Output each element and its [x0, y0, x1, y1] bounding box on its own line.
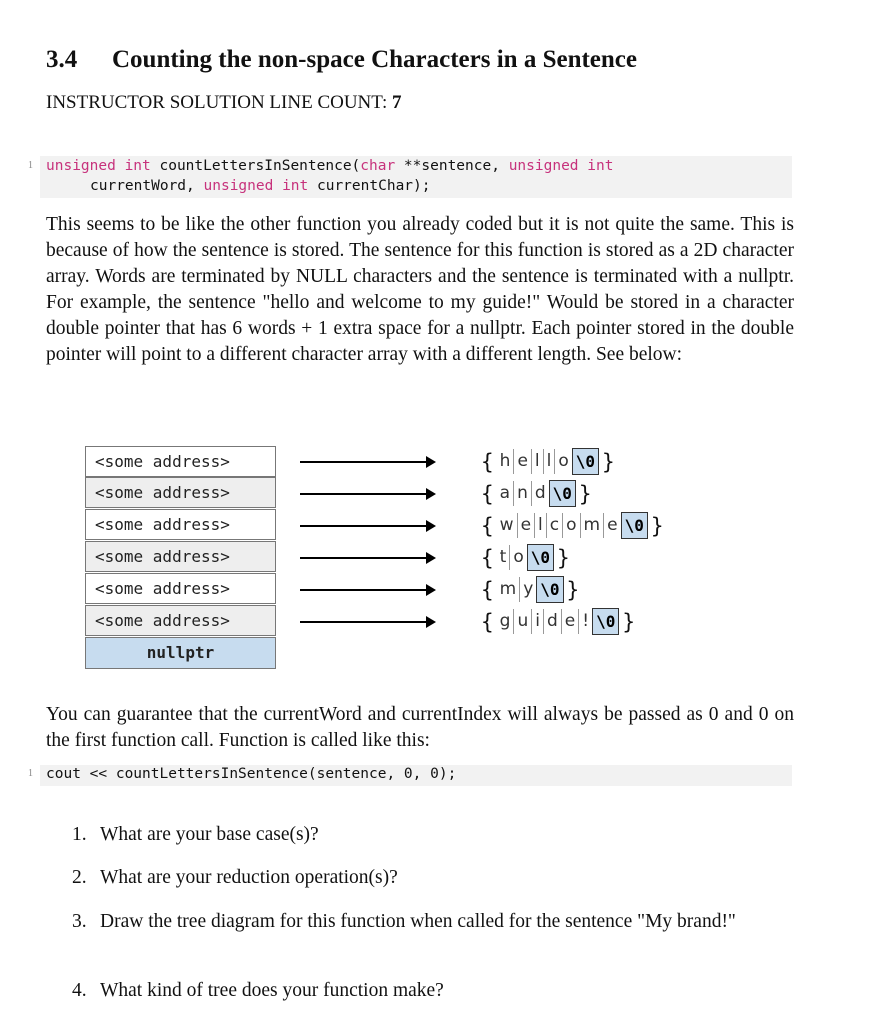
param: **sentence,: [395, 158, 509, 174]
null-terminator-cell: \0: [572, 448, 599, 475]
char-cell: i: [531, 609, 543, 634]
param: currentChar);: [308, 178, 431, 194]
char-cell: o: [509, 545, 526, 570]
char-cell: g: [499, 611, 511, 631]
char-cell: o: [562, 513, 579, 538]
char-cell: e: [603, 513, 620, 538]
address-cell: <some address>: [85, 573, 276, 604]
char-array-row: [478, 480, 595, 507]
char-array-row: [478, 544, 573, 571]
keyword: unsigned int: [46, 158, 151, 174]
open-brace: {: [481, 481, 494, 506]
address-cell: <some address>: [85, 605, 276, 636]
char-cell: t: [499, 547, 507, 567]
question-number: 1.: [72, 824, 87, 845]
char-cell: c: [546, 513, 562, 538]
question-text: What kind of tree does your function make?: [100, 980, 444, 1001]
char-cell: w: [499, 515, 514, 535]
question-item: [72, 822, 796, 848]
close-brace: }: [566, 577, 580, 602]
call-paragraph: You can guarantee that the currentWord and currentIndex will always be passed as 0 and 0 on the first function call. Function is called like this:: [46, 704, 794, 751]
question-text: What are your base case(s)?: [100, 824, 319, 845]
char-array-row: [478, 448, 618, 475]
open-brace: {: [481, 545, 494, 570]
open-brace: {: [481, 609, 494, 634]
char-cell: e: [513, 449, 530, 474]
char-cell: l: [543, 449, 555, 474]
question-number: 3.: [72, 911, 87, 932]
section-title: Counting the non-space Characters in a Sentence: [112, 46, 637, 73]
char-cell: e: [561, 609, 578, 634]
question-text: Draw the tree diagram for this function when called for the sentence "My brand!": [100, 911, 736, 932]
char-cell: l: [534, 513, 546, 538]
char-cell: d: [531, 481, 549, 506]
line-count: [46, 92, 401, 114]
question-text: What are your reduction operation(s)?: [100, 867, 398, 888]
close-brace: }: [602, 449, 615, 474]
question-number: 4.: [72, 980, 87, 1001]
char-cell: u: [513, 609, 531, 634]
question-item: [72, 978, 796, 1004]
pointer-arrow: [300, 525, 428, 527]
line-count-value: 7: [391, 92, 402, 113]
null-terminator-cell: \0: [592, 608, 619, 635]
description-paragraph: This seems to be like the other function you already coded but it is not quite the same. This is because of how the sentence is stored. The sentence for this function is stored as a 2D character array. Words are terminated by NULL characters and the sentence is terminated with a nullptr. For example, the sentence "hello and welcome to my guide!" Would be stored in a character double pointer that has 6 words + 1 extra space for a nullptr. Each pointer stored in the double pointer will point to a different character array with a different length. See below:: [46, 214, 794, 365]
char-cell: y: [519, 577, 536, 602]
open-brace: {: [481, 577, 494, 602]
char-cell: m: [499, 579, 517, 599]
null-terminator-cell: \0: [527, 544, 554, 571]
char-cell: o: [554, 449, 571, 474]
close-brace: }: [578, 481, 592, 506]
char-array-row: [478, 512, 666, 539]
null-terminator-cell: \0: [536, 576, 563, 603]
close-brace: }: [557, 545, 570, 570]
nullptr-cell: nullptr: [85, 637, 276, 669]
section-heading: [46, 46, 637, 74]
char-cell: !: [578, 609, 592, 634]
open-brace: {: [481, 513, 494, 538]
char-array-row: [478, 576, 582, 603]
char-cell: n: [513, 481, 531, 506]
address-cell: <some address>: [85, 509, 276, 540]
question-number: 2.: [72, 867, 87, 888]
pointer-arrow: [300, 589, 428, 591]
section-number: 3.4: [46, 46, 78, 73]
close-brace: }: [622, 609, 635, 634]
char-cell: e: [517, 513, 534, 538]
function-name: countLettersInSentence(: [150, 158, 361, 174]
question-item: [72, 865, 796, 891]
address-cell: <some address>: [85, 446, 276, 477]
char-cell: d: [543, 609, 561, 634]
question-item: [72, 909, 796, 935]
pointer-arrow: [300, 557, 428, 559]
address-cell: <some address>: [85, 477, 276, 508]
char-array-row: [478, 608, 638, 635]
line-count-label: INSTRUCTOR SOLUTION LINE COUNT:: [46, 92, 388, 113]
function-signature: [28, 156, 792, 198]
pointer-arrow: [300, 621, 428, 623]
keyword: unsigned int: [203, 178, 309, 194]
char-cell: m: [580, 513, 604, 538]
null-terminator-cell: \0: [621, 512, 648, 539]
pointer-arrow: [300, 461, 428, 463]
address-cell: <some address>: [85, 541, 276, 572]
char-cell: h: [499, 451, 511, 471]
close-brace: }: [650, 513, 664, 538]
open-brace: {: [481, 449, 494, 474]
pointer-arrow: [300, 493, 428, 495]
char-cell: l: [531, 449, 543, 474]
call-code: [28, 765, 792, 786]
line-number: 1: [28, 160, 33, 171]
call-statement: cout << countLettersInSentence(sentence, 0, 0);: [46, 766, 457, 782]
keyword: unsigned int: [508, 158, 614, 174]
null-terminator-cell: \0: [549, 480, 576, 507]
line-number: 1: [28, 768, 33, 779]
keyword: char: [360, 158, 396, 174]
param: currentWord,: [90, 178, 204, 194]
char-cell: a: [499, 483, 511, 503]
